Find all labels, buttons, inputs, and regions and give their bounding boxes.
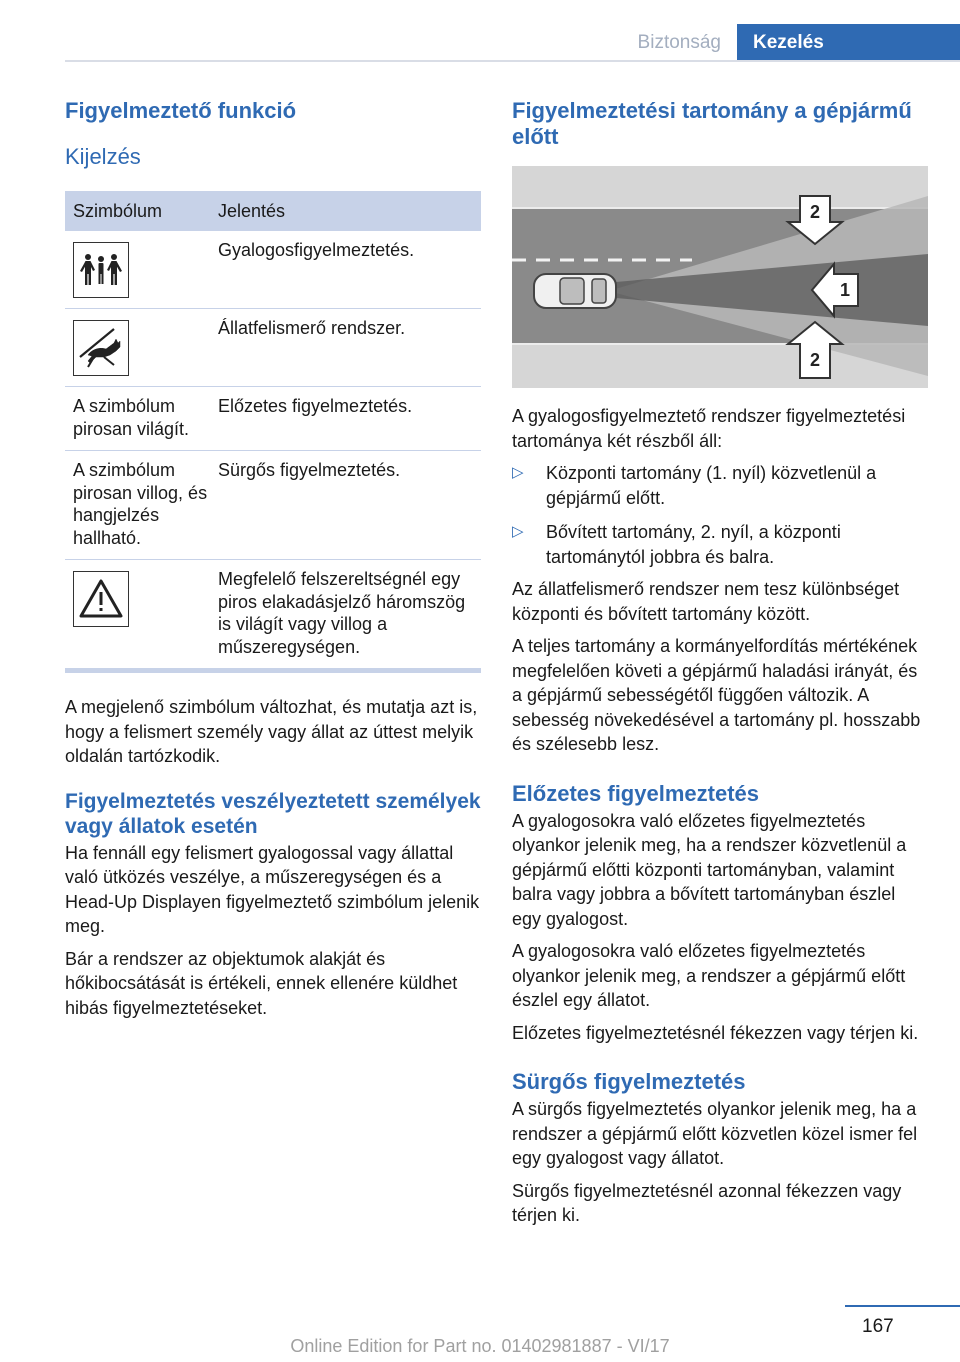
- arrow-label-bottom: 2: [809, 350, 821, 370]
- pedestrian-warning-icon: [73, 242, 129, 298]
- heading-warning: Figyelmeztetés veszélyeztetett személyek vagy állatok esetén: [65, 789, 481, 838]
- table-row: [65, 309, 481, 387]
- paragraph: A teljes tartomány a kormányelfordítás mértékének megfelelően követi a gépjármű haladási irányát, és a gépjármű sebességétől függően változik. A sebesség növekedésével a tartomány pl. hosszabb és szélesebb lesz.: [512, 636, 921, 754]
- symbol-table: [65, 191, 481, 668]
- tab-biztonsag[interactable]: Biztonság: [637, 32, 721, 53]
- meaning-cell: Előzetes figyelmeztetés.: [210, 387, 481, 451]
- bullet-triangle-icon: ▷: [512, 523, 524, 540]
- range-diagram: [512, 166, 928, 388]
- symbol-cell: A szimbólum pirosan villog, és hangjelzés hallható.: [65, 451, 210, 560]
- warning-range-illustration: [512, 166, 928, 388]
- header-rule: [65, 60, 960, 62]
- bullet-triangle-icon: ▷: [512, 464, 524, 481]
- paragraph: A gyalogosokra való előzetes figyelmeztetés olyankor jelenik meg, a rendszer a gépjármű előtt észlel egy állatot.: [512, 941, 906, 1010]
- paragraph: A gyalogosfigyelmeztető rendszer figyelmeztetési tartománya két részből áll:: [512, 406, 906, 451]
- paragraph: Előzetes figyelmeztetésnél fékezzen vagy térjen ki.: [512, 1022, 919, 1043]
- table-row: [65, 560, 481, 669]
- section-title: Figyelmeztető funkció: [65, 98, 297, 123]
- tab-kezeles[interactable]: Kezelés: [737, 24, 960, 61]
- symbol-cell: A szimbólum pirosan világít.: [65, 387, 210, 451]
- list-item: ▷ Bővített tartomány, 2. nyíl, a központi tartománytól jobbra és balra.: [512, 522, 841, 567]
- arrow-label-middle: 1: [839, 280, 851, 300]
- arrow-label-top: 2: [809, 202, 821, 222]
- meaning-cell: Sürgős figyelmeztetés.: [210, 451, 481, 560]
- paragraph: A gyalogosokra való előzetes figyelmeztetés olyankor jelenik meg, ha a rendszer közvetlenül a gépjármű előtti központi tartományban, valamint balra vagy jobbra a bővített tartományban észlel egy gyalogost.: [512, 810, 907, 929]
- table-header-meaning: Jelentés: [210, 191, 481, 231]
- left-column: [65, 98, 481, 1020]
- table-header-symbol: Szimbólum: [65, 191, 210, 231]
- right-column: [512, 98, 928, 1228]
- warning-triangle-icon: [73, 571, 129, 627]
- table-row: [65, 231, 481, 309]
- paragraph: Bár a rendszer az objektumok alakját és hőkibocsátását is értékeli, ennek ellenére küldhet hibás figyelmeztetéseket.: [65, 948, 458, 1018]
- meaning-cell: Állatfelismerő rendszer.: [210, 309, 481, 387]
- table-end-rule: [65, 668, 481, 673]
- footer-edition: Online Edition for Part no. 01402981887 - VI/17: [290, 1336, 670, 1356]
- list-item: ▷ Központi tartomány (1. nyíl) közvetlenül a gépjármű előtt.: [512, 463, 877, 508]
- table-row: [65, 451, 481, 560]
- paragraph: A sürgős figyelmeztetés olyankor jelenik meg, ha a rendszer a gépjármű előtt közvetlen közel ismer fel egy gyalogost vagy állatot.: [512, 1099, 918, 1168]
- page-number: 167: [862, 1316, 894, 1337]
- section-title-range: Figyelmeztetési tartomány a gépjármű előtt: [512, 98, 912, 149]
- meaning-cell: Megfelelő felszereltségnél egy piros elakadásjelző háromszög is világít vagy villog a műszeregységen.: [218, 569, 466, 657]
- page-number-rule: [845, 1305, 960, 1307]
- meaning-cell: Gyalogosfigyelmeztetés.: [210, 231, 481, 309]
- paragraph: Sürgős figyelmeztetésnél azonnal fékezzen vagy térjen ki.: [512, 1180, 902, 1225]
- subsection-title: Kijelzés: [65, 144, 141, 169]
- bullet-list: [512, 461, 928, 569]
- paragraph: Az állatfelismerő rendszer nem tesz különbséget központi és bővített tartomány között.: [512, 579, 900, 624]
- paragraph: A megjelenő szimbólum változhat, és mutatja azt is, hogy a felismert személy vagy állat az úttest melyik oldalán tartózkodik.: [65, 697, 478, 766]
- heading-urgent-warning: Sürgős figyelmeztetés: [512, 1069, 746, 1094]
- animal-warning-icon: [73, 320, 129, 376]
- table-row: [65, 387, 481, 451]
- heading-pre-warning: Előzetes figyelmeztetés: [512, 780, 759, 806]
- paragraph: Ha fennáll egy felismert gyalogossal vagy állattal való ütközés veszélye, a műszeregységen és a Head-Up Displayen figyelmeztető szimbólum jelenik meg.: [65, 842, 480, 936]
- car-icon: [534, 274, 616, 308]
